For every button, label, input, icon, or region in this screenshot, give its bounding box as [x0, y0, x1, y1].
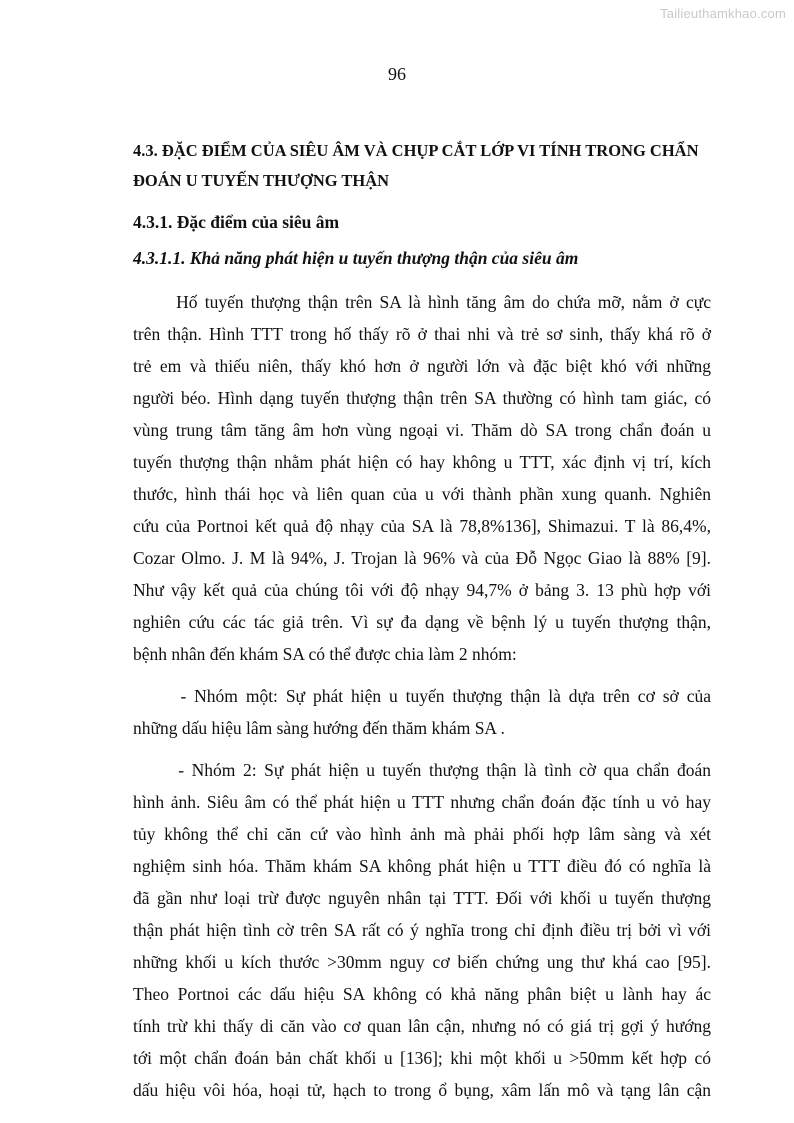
text-line: Cozar Olmo. J. M là 94%, J. Trojan là 96% và của Đỗ Ngọc Giao là 88% [9]. [133, 548, 711, 568]
text-line: Như vậy kết quả của chúng tôi với độ nhạy 94,7% ở bảng 3. 13 phù hợp với [133, 580, 711, 600]
text-line: tới một chẩn đoán bản chất khối u [136]; khi một khối u >50mm kết hợp có [133, 1048, 711, 1068]
text-line: thước, hình thái học và liên quan của u với thành phần xung quanh. Nghiên [133, 484, 711, 504]
text-line: tính trừ khi thấy di căn vào cơ quan lân cận, nhưng nó có giá trị gợi ý hướng [133, 1016, 711, 1036]
watermark: Tailieuthamkhao.com [660, 6, 786, 21]
section-heading [133, 136, 711, 196]
paragraph-ultrasound-detection [133, 286, 711, 670]
text-line: vùng trung tâm tăng âm hơn vùng ngoại vi. Thăm dò SA trong chẩn đoán u [133, 420, 711, 440]
document-body [133, 136, 711, 1106]
paragraph-group-two [133, 754, 711, 1106]
text-line: dấu hiệu vôi hóa, hoại tử, hạch to trong ổ bụng, xâm lấn mô và tạng lân cận [133, 1080, 711, 1100]
text-line: người béo. Hình dạng tuyến thượng thận trên SA thường có hình tam giác, có [133, 388, 711, 408]
text-line: tủy không thể chỉ căn cứ vào hình ảnh mà phải phối hợp lâm sàng và xét [133, 824, 711, 844]
text-line: - Nhóm một: Sự phát hiện u tuyến thượng thận là dựa trên cơ sở của [133, 686, 711, 706]
subsection-heading: 4.3.1. Đặc điểm của siêu âm [133, 212, 340, 232]
text-line: trẻ em và thiếu niên, thấy khó hơn ở người lớn và đặc biệt khó với những [133, 356, 711, 376]
section-heading-line: 4.3. ĐẶC ĐIỂM CỦA SIÊU ÂM VÀ CHỤP CẮT LỚP VI TÍNH TRONG CHẨN [133, 141, 699, 160]
text-line: bệnh nhân đến khám SA có thể được chia làm 2 nhóm: [133, 644, 517, 664]
text-line: những dấu hiệu lâm sàng hướng đến thăm khám SA . [133, 718, 505, 738]
text-line: cứu của Portnoi kết quả độ nhạy của SA là 78,8%136], Shimazui. T là 86,4%, [133, 516, 711, 536]
text-line: những khối u kích thước >30mm nguy cơ biến chứng ung thư khá cao [95]. [133, 952, 711, 972]
text-line: nghiên cứu các tác giả trên. Vì sự đa dạng về bệnh lý u tuyến thượng thận, [133, 612, 711, 632]
text-line: Hố tuyến thượng thận trên SA là hình tăng âm do chứa mỡ, nằm ở cực [133, 292, 711, 312]
text-line: thận phát hiện tình cờ trên SA rất có ý nghĩa trong chỉ định điều trị bởi vì với [133, 920, 711, 940]
section-heading-line: ĐOÁN U TUYẾN THƯỢNG THẬN [133, 171, 390, 190]
text-line: nghiệm sinh hóa. Thăm khám SA không phát hiện u TTT điều đó có nghĩa là [133, 856, 711, 876]
page-number: 96 [388, 64, 406, 84]
text-line: Theo Portnoi các dấu hiệu SA không có khả năng phân biệt u lành hay ác [133, 984, 711, 1004]
text-line: - Nhóm 2: Sự phát hiện u tuyến thượng thận là tình cờ qua chẩn đoán [133, 760, 711, 780]
text-line: hình ảnh. Siêu âm có thể phát hiện u TTT nhưng chẩn đoán đặc tính u vỏ hay [133, 792, 711, 812]
paragraph-group-one [133, 680, 711, 744]
text-line: trên thận. Hình TTT trong hố thấy rõ ở thai nhi và trẻ sơ sinh, thấy khá rõ ở [133, 324, 711, 344]
subsubsection-heading: 4.3.1.1. Khả năng phát hiện u tuyến thượng thận của siêu âm [133, 248, 579, 268]
text-line: đã gần như loại trừ được nguyên nhân tại TTT. Đối với khối u tuyến thượng [133, 888, 711, 908]
text-line: tuyến thượng thận nhằm phát hiện có hay không u TTT, xác định vị trí, kích [133, 452, 711, 472]
